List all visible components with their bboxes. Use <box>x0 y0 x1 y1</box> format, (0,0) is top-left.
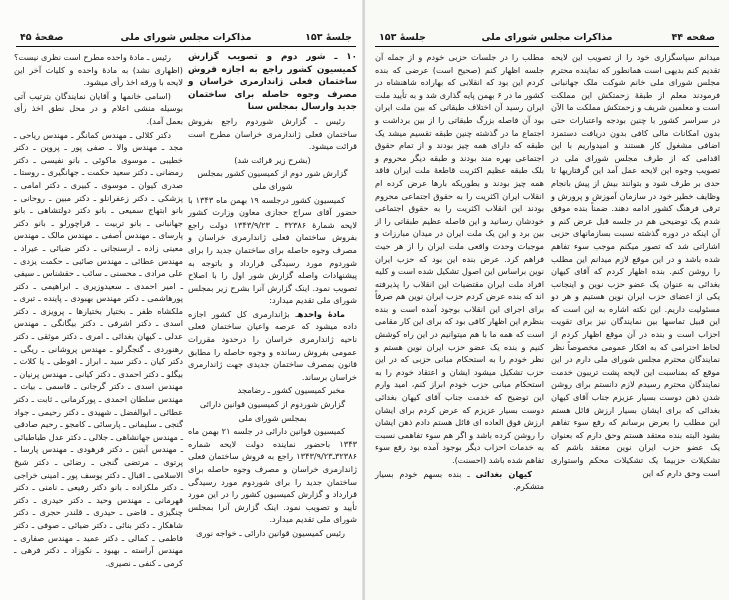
article-body: ـ بژاندارمری کل کشور اجازه داده میشود که عرصه واعیان ساختمان فعلی ناحیه ژاندارمری خراسان را درحدود مقررات عمومی بفروش رسانده و وجوه حاصله را مطابق قانون بمصرف ساختمان جدیدی جهت ژاندارمری خراسان برساند. <box>188 308 357 382</box>
speaker-name: کیهان بغدائی <box>475 468 532 479</box>
signature: رئیس کمیسیون قوانین دارائی ـ خواجه نوری <box>196 527 345 538</box>
paragraph: میدانم سپاسگزاری خود را از تصویب این لایحه تقدیم کنم بدیهی است همانطور که نماینده محترم مجلس شورای ملی خانم شوکت ملک جهانبانی فرمودند معلم از طبقهٔ زحمتکش این مملکت است و معلمین شریف و زحمتکش مملکت ما الآن در سراسر کشور با چنین بودجه واعتبارات حتی بدون امکانات مالی کافی بدون دریافت دستمزد اضافی مشغول کار هستند و امیدواریم با این اقدامی که از طرف مجلس شورای ملی در تصویب وجوه این لایحه عمل آمد این گرفتاریها تا حدی بر طرف شود و بتوانند بیش از پیش بانجام وظایف خطیر خود در سازمان آموزش و پرورش و ترقی فرهنگ کشور ادامه دهند. ضمناً بنده موفق شدم یک توضیحی هم در جلسه قبل عرض کنم و آن اینکه در دوره گذشته نسبت بسازمانهای حزبی اشاراتی شد که تصور میکنم موجب سوء تفاهم شده باشد و در این موقع لازم میدانم این مطلب را روشن کنم. بنده اظهار کردم که آقای کیهان بغدائی به عنوان یک عضو حزب نوین و اینجانب یکی از اعضای حزب ایران نوین هستیم و هر دو مسئولیت داریم. این نکته اشاره به این است که این قبیل تماسها بین نمایندگان نیز برای تقویت احزاب است و بنده در آن موقع اظهار کردم از لحاظ احترامی که به افکار عمومی مخصوصاً نظر نمایندگان محترم مجلس شورای ملی دارم در این موقع که بمناسبت این لایحه پشت تریبون خدمت نمایندگان محترم رسیدم لازم دانستم برای روشن شدن ذهن دوست بسیار عزیزم جناب آقای کیهان بغدائی که برای ایشان بسیار ارزش قائل هستم این مطلب را بعرض برسانم که رفع سوء تفاهم بشود البته بنده معتقد هستم وحق دارم که بعنوان یک عضو حزب ایران نوین معتقد باشم که تشکیلات حزبیما یک تشکیلات محکم واستواری است وحق دارم که این <box>551 52 720 478</box>
vote-note: (اسامی خانمها و آقایان نمایندگان بترتیب آتی بوسیله منشی اعلام و در محل نطق اخذ رأی بعمل آمد). <box>14 90 183 126</box>
running-title: مذاکرات مجلس شورای ملی <box>481 32 613 43</box>
page-header <box>375 32 719 47</box>
page-header <box>16 32 356 47</box>
page-number: صفحهٔ ۴۵ <box>20 32 64 43</box>
report-title: بمجلس شورای ملی <box>238 412 307 423</box>
paragraph: کمیسیون کشور درجلسه ۱۹ بهمن ماه ۱۳۴۳ با حضور آقای سراج حجازی معاون وزارت کشور لایحه شمارهٔ ۳۲۳۸۶ ـ ۱۳۴۳/۹/۲۳ دولت راجع بفروش ساختمان فعلی ژاندارمری خراسان و مصرف وجوه حاصله برای ساختمان جدید را برای شوردوم مورد رسیدگی قرارداد و باتوجه به پیشنهادات واصله گزارش شور اول را با اصلاح تصویب نمود. اینک گزارش آنرا بشرح زیر بمجلس شورای ملی تقدیم میدارد: <box>188 194 357 306</box>
text-column-right <box>551 51 720 480</box>
session-number: جلسهٔ ۱۵۳ <box>379 32 426 43</box>
paragraph: رئیس ـ مادهٔ واحده مطرح است نظری نیست؟ (اظهاری نشد) به مادهٔ واحده و کلیات آخر این لایحه با ورقه اخذ رأی میشود. <box>14 52 183 88</box>
paragraph: مطلب را در جلسات حزبی خودم و از جمله آن جلسه اظهار کنم (صحیح است) عرضی که بنده کردم این بود که انقلابی که بهاراده شاهنشاه در کشور ما در ۶ بهمن پایه گذاری شد و به تأیید ملت ایران رسید آن اختلاف طبقاتی که بین ملت ایران بود آن فاصله بزرگ طبقاتی را از بین برداشت و اجتماع ما در گذشته چنین طبقه تقسیم میشد یک طبقه که دارای همه چیز بودند و از تمام حقوق اجتماعی بهره مند بودند و طبقه دیگر محروم و بلک طبقه عظیم اکثریت قاطعهٔ ملت ایران فاقد همه چیز بودند و بطوریکه بارها عرض کرده ام انقلاب ایران اکثریت را به حقوق اجتماعی محروم بودند این انقلاب اکثریت را به حقوق اجتماعی خودشان رسانید و این فاصله عظیم طبقاتی را از بین برد و این یک ملت ایران در میدان مبارزات و موجبات وحدت واقعی ملت ایران را از هر حیث فراهم کرد. عرض بنده این بود که حزب ایران نوین براساس این اصول تشکیل شده است و کلیه افراد ملت ایران مقتضیات این انقلاب را پذیرفته اند که بنده عرض کردم حزب ایران نوین هم صرفاً برای اجرای این انقلاب بوجود آمده است و بنده بنظرم این اظهار کافی بود که برای این کار مقامی است که همه ما با هم میتوانیم در این راه کوشش کنیم و بنده یک عضو حزب ایران نوین هستم و نظر خودم را به استحکام مبانی حزبی که در این حزب تشکیل میشود ایشان و اعتقاد خودم را به استحکام مبانی حزب خودم ابراز کنم، امید وارم این توضیح که خدمت جناب آقای کیهان بغدائی دوست بسیار عزیزم که عرض کردم برای ایشان ارزش فوق العاده ای قائل هستم دادم ذهن ایشان را روشن کرده باشد و اگر هم سوء تفاهمی نسبت به خدمات احزاب دیگر بوجود آمده بود رفع سوء تفاهم شده باشد (احسنت). <box>375 52 544 465</box>
report-title: گزارش شور دوم از کمیسیون کشور بمجلس شورای ملی <box>197 168 348 191</box>
names-list: دکتر کلالی ـ مهندس کمانگر ـ مهندس ریاحی ـ مجد ـ مهندس والا ـ صفی پور ـ پروین ـ دکتر خطیبی ـ موسوی ماکوئی ـ بانو نفیسی ـ دکتر رمضانی ـ دکتر سعید حکمت ـ جهانگیری ـ روستا ـ صدری کیوان ـ موسوی ـ کبیری ـ دکتر امامی ـ پزشکی ـ دکتر زعفرانلو ـ دکتر مبین ـ روحانی ـ بانو ابتهاج سمیعی ـ بانو دکتر دولتشاهی ـ بانو جهانبانی ـ بانو تربیت ـ قراچورلو ـ بانو دکتر پارسای ـ مهندس آصفی ـ مهندس مالک ـ مهندس معینی زاده ـ ارسنجانی ـ دکتر ضیائی ـ عیراد ـ مهندس عطائی ـ مهندس صائبی ـ حکمت یزدی ـ علی مرادی ـ محسنی ـ سائب ـ حقشناس ـ سیفی ـ امیر احمدی ـ سعیدوزیری ـ ابراهیمی ـ دکتر پورهاشمی ـ دکتر مهندس بهبودی ـ پاینده ـ تبری ـ ملکشاه ظفر ـ بختیار بختیارها ـ پرویزی ـ دکتر اسدی ـ دکتر اشرفی ـ دکتر بیگانگی ـ مهندس عدلی ـ کیهان بغدائی ـ امری ـ دکتر موثقی ـ دکتر رهنوردی ـ گنجگرلو ـ مهندس پروشانی ـ ریگی ـ دکتر کیان ـ دکتر سید ـ ابراز ـ افوطی ـ یا کلات ـ بیگلو ـ دکتر احمدی ـ دکتر کیانی ـ مهندس پرنیان ـ مهندس اسدی ـ دکتر گرجانی ـ قاسمی ـ بیات ـ مهندس سلطان احمدی ـ پورکرمانی ـ ثابت ـ دکتر عطائی ـ ابوالفضل ـ شهیدی ـ دکتر رحیمی ـ جواد گنجی ـ سلیمانی ـ پارسائی ـ کامجو ـ رحیم صادقی ـ مهندس جهانشاهی ـ جلالی ـ دکتر عدل طباطبائی ـ مهندس آبتین ـ دکتر فرهودی ـ مهندس پارسا ـ پرتوی ـ مرتضی گنجی ـ رضائی ـ دکتر شیخ الاسلامی ـ اقبال ـ دکتر یوسف پور ـ امینی خراجی ـ دکتر ملکزاده ـ بانو دکتر رفیعی ـ نامنی ـ دکتر قهرمانی ـ مهندس وحید ـ دکتر حیدری ـ دکتر چنگیزی ـ قاضی ـ حیدری ـ قلندر حجری ـ دکتر شاهکار ـ دکتر بنائی ـ دکتر ضیائی ـ صوفی ـ دکتر فاطمی ـ کمالی ـ دکتر عمید ـ مهندس صفاری ـ مهندس آراسته ـ بهبود ـ نکوزاد ـ دکتر فرهی ـ کرمی ـ کنفی ـ نصیری. <box>14 129 183 568</box>
text-column-left <box>375 51 544 494</box>
left-page <box>0 0 364 600</box>
signature: مخبر کمیسیون کشور ـ رضامجد <box>237 385 345 396</box>
section-title: ۱۰ ـ شور دوم و تصویب گزارش کمیسیون کشور راجع به اجازه فروش ساختمان فعلی ژاندارمری خراسان و مصرف وجوه حاصله برای ساختمان جدید وارسال بمجلس سنا <box>188 52 357 113</box>
paragraph: کمیسیون قوانین دارائی در جلسه ۲۱ بهمن ماه ۱۳۴۳ باحضور نماینده دولت لایحه شماره ۳۲۳۸۶ـ۱۳۴۳/۹/۲۳ راجع به فروش ساختمان فعلی ژاندارمری خراسان و مصرف وجوه حاصله برای ساختمان جدید را برای شوردوم مورد رسیدگی قرارداد و گزارش کمیسیون کشور را در این مورد تأیید و تصویب نمود. اینک گزارش آنرا بمجلس شورای ملی تقدیم میدارد. <box>188 426 357 525</box>
right-page <box>365 0 729 600</box>
article-label: مادهٔ واحده <box>297 308 345 319</box>
paragraph: رئیس ـ گزارش شوردوم راجع بفروش ساختمان فعلی ژاندارمری خراسان مطرح است قرائت میشود. <box>188 115 357 152</box>
report-title: گزارش شوردوم از کمیسیون قوانین دارائی <box>199 399 346 410</box>
speaker-text: ـ بنده بسهم خودم بسیار متشکرم. <box>375 468 544 492</box>
page-number: صفحه ۴۴ <box>671 32 715 43</box>
read-note: (بشرح زیر قرائت شد) <box>234 154 311 165</box>
session-number: جلسهٔ ۱۵۳ <box>305 32 352 43</box>
text-column-left <box>14 51 183 570</box>
text-column-right <box>188 51 357 541</box>
running-title: مذاکرات مجلس شورای ملی <box>120 32 252 43</box>
